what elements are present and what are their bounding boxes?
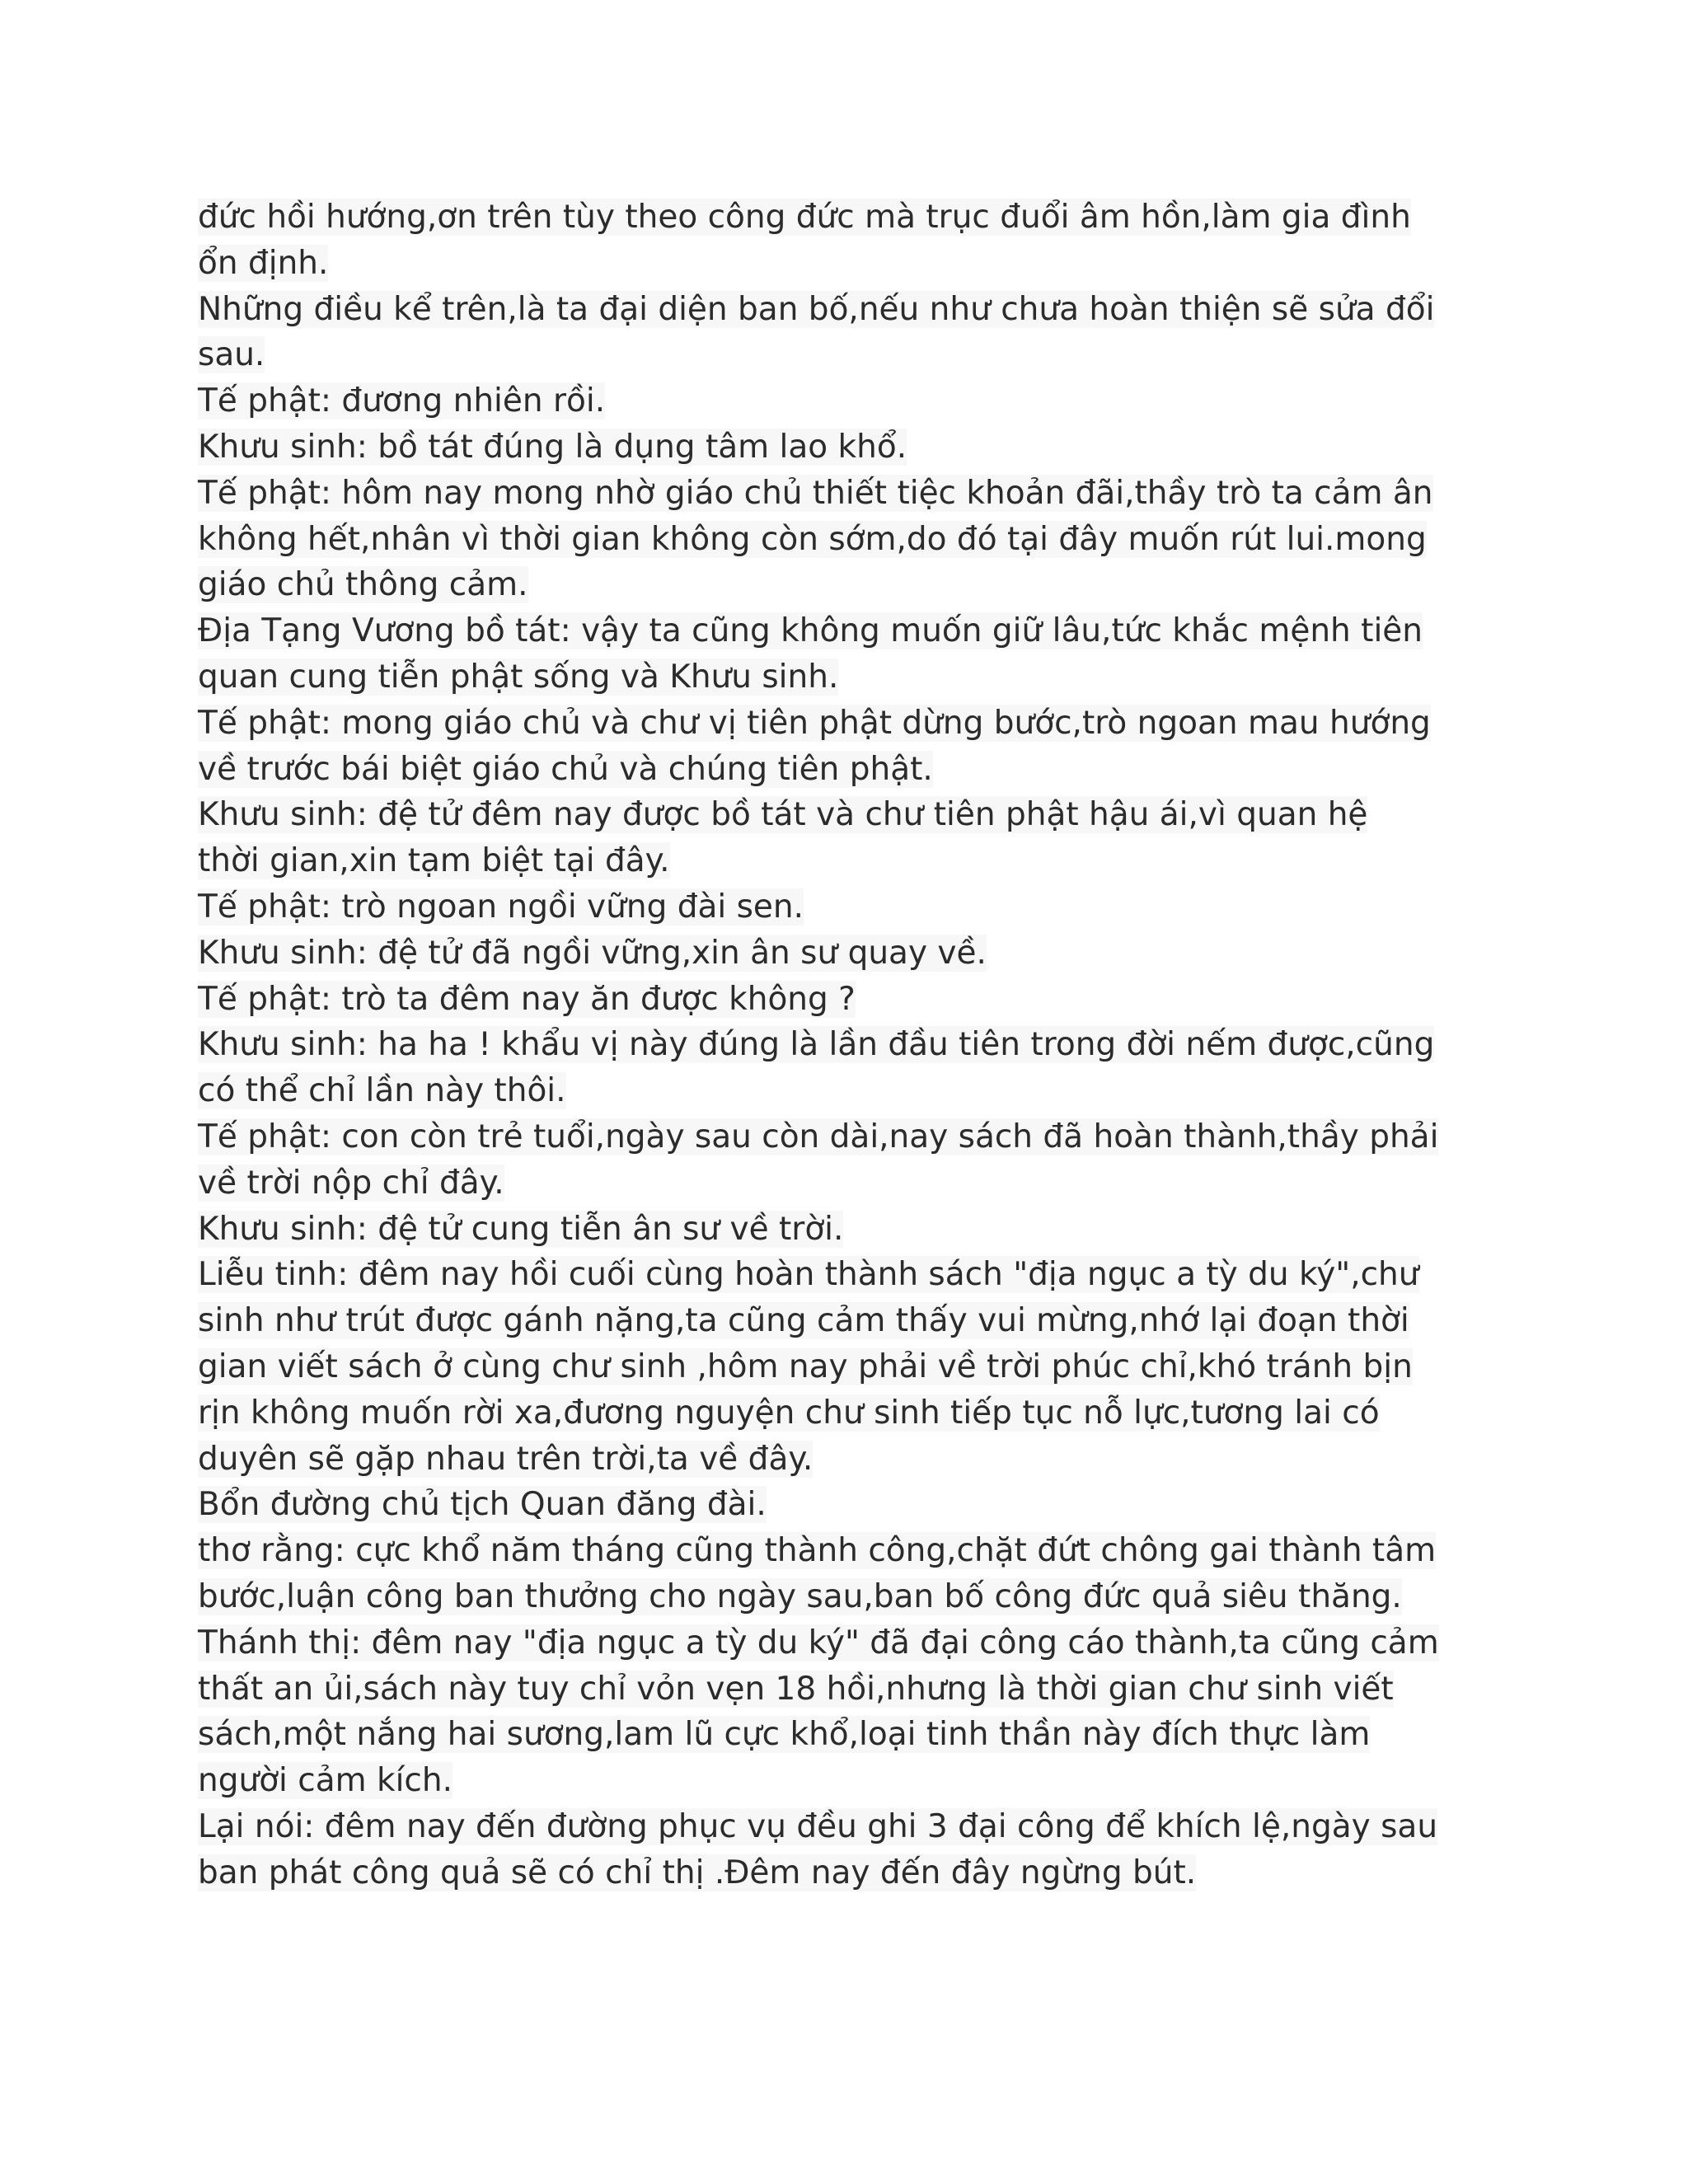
- text-line: Khưu sinh: đệ tử đã ngồi vững,xin ân sư quay về.: [198, 934, 987, 972]
- text-line: thời gian,xin tạm biệt tại đây.: [198, 842, 670, 880]
- text-line: rịn không muốn rời xa,đương nguyện chư sinh tiếp tục nỗ lực,tương lai có: [198, 1394, 1380, 1432]
- text-line: sách,một nắng hai sương,lam lũ cực khổ,loại tinh thần này đích thực làm: [198, 1716, 1371, 1754]
- text-line: ổn định.: [198, 244, 329, 282]
- paragraph: [198, 608, 1500, 701]
- text-line: Liễu tinh: đêm nay hồi cuối cùng hoàn thành sách "địa ngục a tỳ du ký",chư: [198, 1256, 1419, 1294]
- document-page: [198, 194, 1500, 1896]
- paragraph: [198, 1620, 1500, 1804]
- text-line: Tế phật: trò ta đêm nay ăn được không ?: [198, 980, 856, 1018]
- paragraph: [198, 194, 1500, 287]
- text-line: Tế phật: trò ngoan ngồi vững đài sen.: [198, 888, 804, 926]
- text-line: Tế phật: hôm nay mong nhờ giáo chủ thiết tiệc khoản đãi,thầy trò ta cảm ân: [198, 474, 1433, 512]
- paragraph: [198, 1207, 1500, 1253]
- text-line: người cảm kích.: [198, 1762, 452, 1800]
- text-line: Khưu sinh: bồ tát đúng là dụng tâm lao khổ.: [198, 428, 907, 466]
- paragraph: [198, 1482, 1500, 1528]
- text-line: Lại nói: đêm nay đến đường phục vụ đều ghi 3 đại công để khích lệ,ngày sau: [198, 1807, 1438, 1845]
- text-line: sinh như trút được gánh nặng,ta cũng cảm thấy vui mừng,nhớ lại đoạn thời: [198, 1302, 1409, 1340]
- text-line: có thể chỉ lần này thôi.: [198, 1072, 566, 1110]
- paragraph: [198, 1252, 1500, 1482]
- text-line: Địa Tạng Vương bồ tát: vậy ta cũng không muốn giữ lâu,tức khắc mệnh tiên: [198, 612, 1423, 650]
- paragraph: [198, 1114, 1500, 1207]
- paragraph: [198, 701, 1500, 793]
- text-line: Tế phật: đương nhiên rồi.: [198, 382, 606, 420]
- text-line: Những điều kể trên,là ta đại diện ban bố,nếu như chưa hoàn thiện sẽ sửa đổi: [198, 290, 1435, 328]
- text-line: duyên sẽ gặp nhau trên trời,ta về đây.: [198, 1440, 814, 1478]
- text-line: Khưu sinh: đệ tử cung tiễn ân sư về trời.: [198, 1210, 844, 1248]
- text-line: thất an ủi,sách này tuy chỉ vỏn vẹn 18 hồi,nhưng là thời gian chư sinh viết: [198, 1670, 1394, 1708]
- text-line: Tế phật: con còn trẻ tuổi,ngày sau còn dài,nay sách đã hoàn thành,thầy phải: [198, 1118, 1439, 1155]
- paragraph: [198, 1528, 1500, 1620]
- text-line: đức hồi hướng,ơn trên tùy theo công đức mà trục đuổi âm hồn,làm gia đình: [198, 199, 1411, 236]
- text-line: gian viết sách ở cùng chư sinh ,hôm nay phải về trời phúc chỉ,khó tránh bịn: [198, 1347, 1413, 1385]
- text-line: Thánh thị: đêm nay "địa ngục a tỳ du ký" đã đại công cáo thành,ta cũng cảm: [198, 1624, 1439, 1661]
- text-line: bước,luận công ban thưởng cho ngày sau,ban bố công đức quả siêu thăng.: [198, 1577, 1402, 1615]
- text-line: ban phát công quả sẽ có chỉ thị .Đêm nay đến đây ngừng bút.: [198, 1854, 1197, 1891]
- text-line: giáo chủ thông cảm.: [198, 566, 528, 604]
- text-line: quan cung tiễn phật sống và Khưu sinh.: [198, 658, 839, 696]
- text-line: Bổn đường chủ tịch Quan đăng đài.: [198, 1486, 767, 1524]
- text-line: sau.: [198, 336, 265, 374]
- paragraph: [198, 884, 1500, 930]
- paragraph: [198, 424, 1500, 471]
- paragraph: [198, 1804, 1500, 1896]
- paragraph: [198, 977, 1500, 1023]
- paragraph: [198, 1022, 1500, 1114]
- text-line: thơ rằng: cực khổ năm tháng cũng thành công,chặt đứt chông gai thành tâm: [198, 1532, 1437, 1570]
- text-line: Tế phật: mong giáo chủ và chư vị tiên phật dừng bước,trò ngoan mau hướng: [198, 704, 1431, 742]
- text-line: không hết,nhân vì thời gian không còn sớm,do đó tại đây muốn rút lui.mong: [198, 520, 1427, 558]
- paragraph: [198, 792, 1500, 884]
- paragraph: [198, 471, 1500, 608]
- text-line: về trời nộp chỉ đây.: [198, 1164, 504, 1202]
- paragraph: [198, 378, 1500, 424]
- text-line: về trước bái biệt giáo chủ và chúng tiên phật.: [198, 750, 933, 788]
- text-line: Khưu sinh: đệ tử đêm nay được bồ tát và chư tiên phật hậu ái,vì quan hệ: [198, 796, 1368, 834]
- paragraph: [198, 930, 1500, 977]
- paragraph: [198, 287, 1500, 379]
- text-line: Khưu sinh: ha ha ! khẩu vị này đúng là lần đầu tiên trong đời nếm được,cũng: [198, 1026, 1435, 1064]
